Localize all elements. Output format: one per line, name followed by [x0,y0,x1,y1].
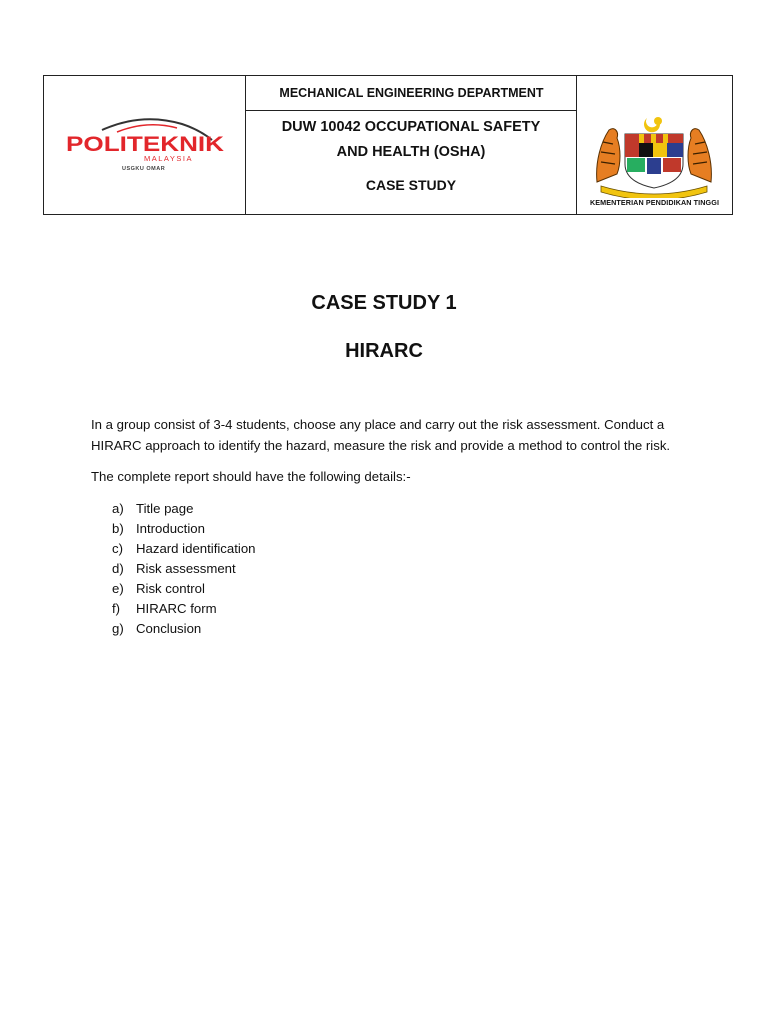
list-marker: d) [112,561,124,576]
list-item [112,539,256,559]
case-study-subtitle: HIRARC [345,340,423,362]
list-item-text: HIRARC form [136,601,217,616]
list-marker: c) [112,541,123,556]
instructions-paragraph: In a group consist of 3-4 students, choose any place and carry out the risk assessment. Conduct a HIRARC approach to identify the hazard, measure the risk and provide a method to control the risk. [91,417,671,453]
list-item-text: Introduction [136,521,205,536]
list-item-text: Risk assessment [136,561,236,576]
course-title-line1: DUW 10042 OCCUPATIONAL SAFETY [281,119,541,135]
list-item-text: Risk control [136,581,205,596]
list-item [112,579,256,599]
list-item [112,499,256,519]
politeknik-logo [62,110,227,180]
list-item-text: Hazard identification [136,541,256,556]
header-table [43,75,733,215]
logo-cell [44,76,246,215]
list-marker: g) [112,621,124,636]
list-item-text: Conclusion [136,621,202,636]
list-marker: b) [112,521,124,536]
report-details-intro: The complete report should have the following details:- [91,469,411,484]
malaysia-coat-of-arms-icon [591,112,717,198]
report-details-list [112,499,256,639]
document-type: CASE STUDY [365,177,457,193]
course-title-line2: AND HEALTH (OSHA) [336,144,486,160]
case-study-title: CASE STUDY 1 [311,292,457,314]
list-item [112,599,256,619]
logo-country: MALAYSIA [144,154,193,163]
course-title [246,115,576,165]
crest-cell [577,76,733,215]
logo-campus: USGKU OMAR [122,166,166,172]
list-item [112,559,256,579]
list-item [112,619,256,639]
list-marker: e) [112,581,124,596]
list-marker: f) [112,601,121,616]
list-marker: a) [112,501,124,516]
title-cell [246,76,577,215]
ministry-name: KEMENTERIAN PENDIDIKAN TINGGI [589,198,720,207]
list-item-text: Title page [136,501,194,516]
list-item [112,519,256,539]
department-name: MECHANICAL ENGINEERING DEPARTMENT [246,76,577,111]
logo-wordmark: POLITEKNIK [66,133,224,156]
